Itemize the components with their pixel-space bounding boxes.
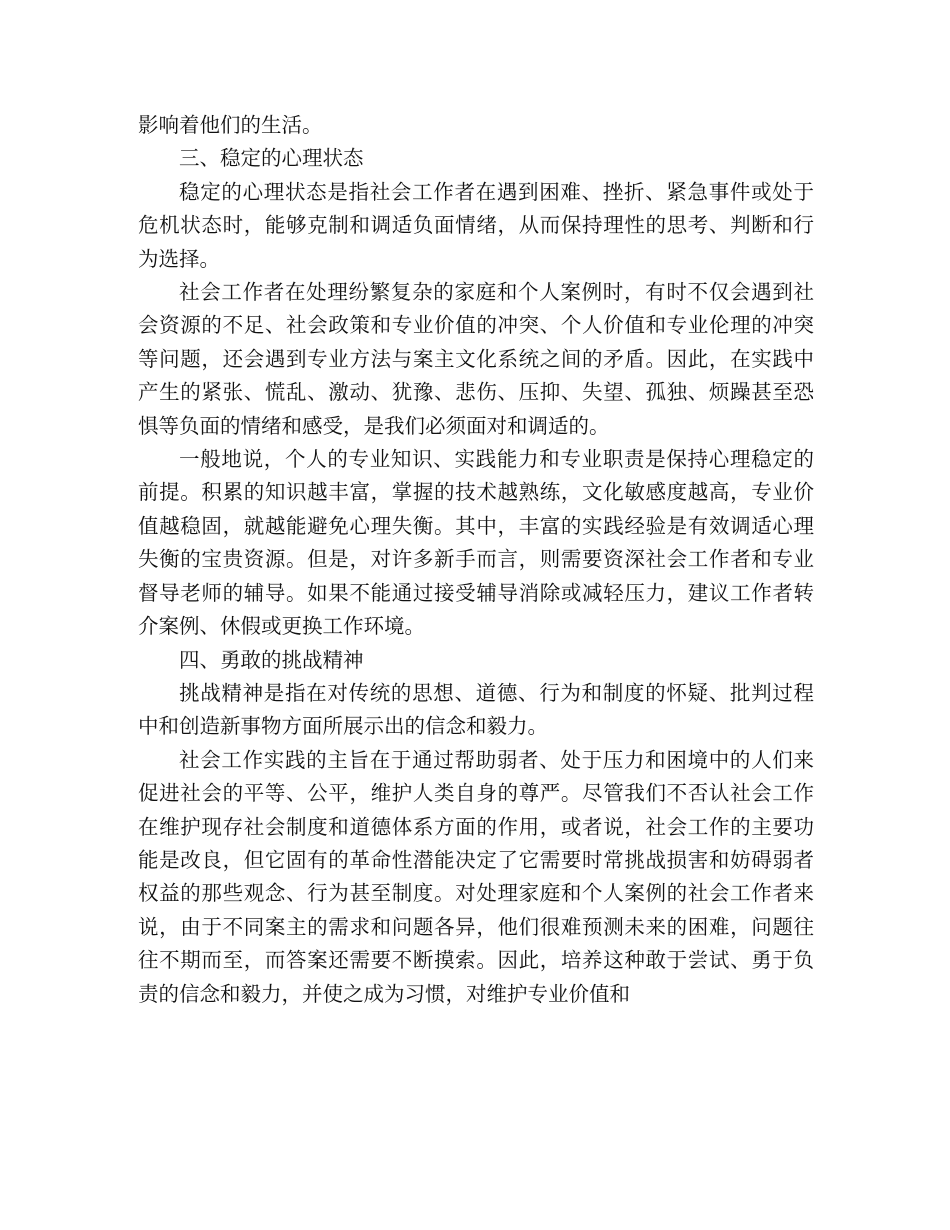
paragraph-social-work-purpose: 社会工作实践的主旨在于通过帮助弱者、处于压力和困境中的人们来促进社会的平等、公平，维护人类自身的尊严。尽管我们不否认社会工作在维护现存社会制度和道德体系方面的作用，或者说，社会工作的主要功能是改良，但它固有的革命性潜能决定了它需要时常挑战损害和妨碍弱者权益的那些观念、行为甚至制度。对处理家庭和个人案例的社会工作者来说，由于不同案主的需求和问题各异，他们很难预测未来的困难，问题往往不期而至，而答案还需要不断摸索。因此，培养这种敢于尝试、勇于负责的信念和毅力，并使之成为习惯，对维护专业价值和 [138,747,814,1006]
section-heading-4: 四、勇敢的挑战精神 [179,647,364,672]
document-page [138,109,814,1011]
paragraph-negative-emotions: 社会工作者在处理纷繁复杂的家庭和个人案例时，有时不仅会遇到社会资源的不足、社会政策和专业价值的冲突、个人价值和专业伦理的冲突等问题，还会遇到专业方法与案主文化系统之间的矛盾。因此，在实践中产生的紧张、慌乱、激动、犹豫、悲伤、压抑、失望、孤独、烦躁甚至恐惧等负面的情绪和感受，是我们必须面对和调适的。 [138,280,814,438]
paragraph-continuation: 影响着他们的生活。 [138,113,323,137]
paragraph-definition-stability: 稳定的心理状态是指社会工作者在遇到困难、挫折、紧急事件或处于危机状态时，能够克制和调适负面情绪，从而保持理性的思考、判断和行为选择。 [138,179,814,271]
section-heading-3: 三、稳定的心理状态 [179,146,364,171]
paragraph-definition-challenge: 挑战精神是指在对传统的思想、道德、行为和制度的怀疑、批判过程中和创造新事物方面所展示出的信念和毅力。 [138,680,814,739]
paragraph-psychological-balance: 一般地说，个人的专业知识、实践能力和专业职责是保持心理稳定的前提。积累的知识越丰富，掌握的技术越熟练，文化敏感度越高，专业价值越稳固，就越能避免心理失衡。其中，丰富的实践经验是有效调适心理失衡的宝贵资源。但是，对许多新手而言，则需要资深社会工作者和专业督导老师的辅导。如果不能通过接受辅导消除或减轻压力，建议工作者转介案例、休假或更换工作环境。 [138,447,814,639]
